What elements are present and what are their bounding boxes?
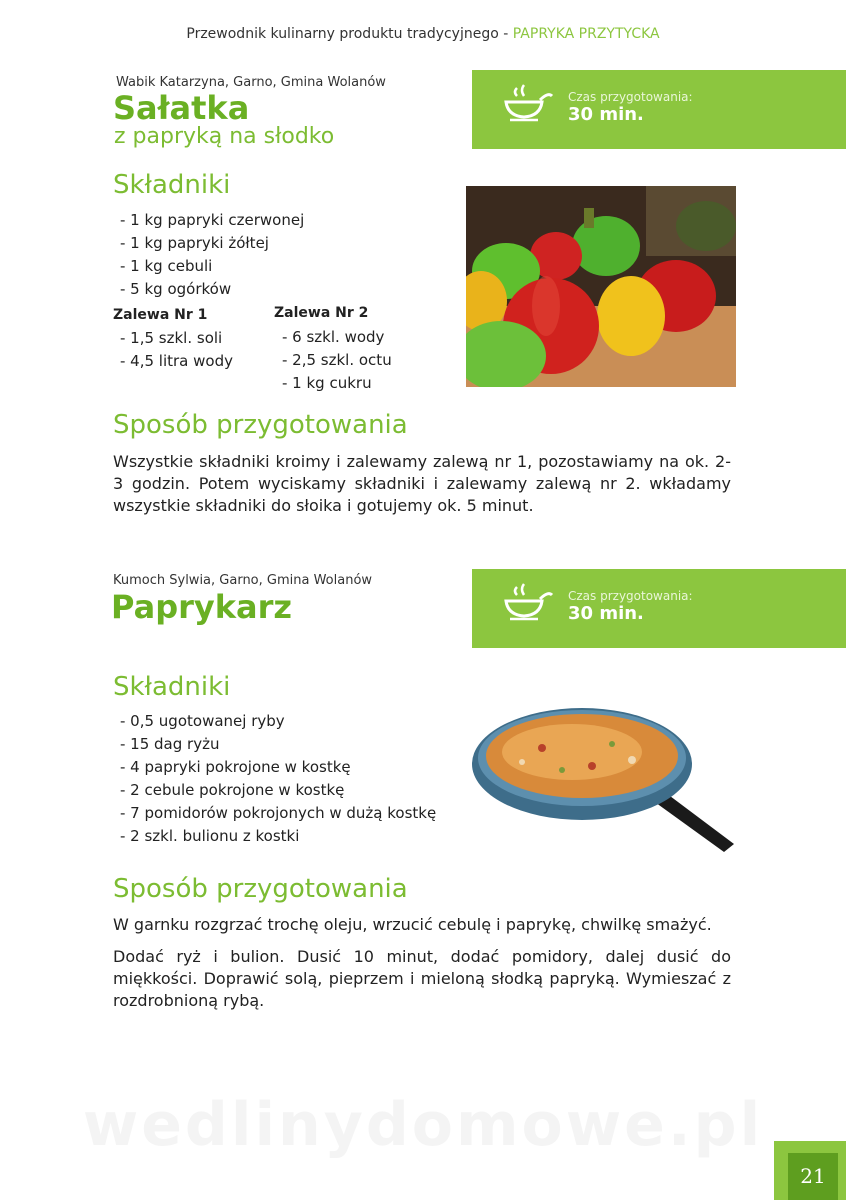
list-item: - 2 szkl. bulionu z kostki xyxy=(120,827,300,845)
time-label: Czas przygotowania: xyxy=(568,90,693,104)
recipe-2-ingredients-heading: Składniki xyxy=(113,672,231,702)
list-item: - 2,5 szkl. octu xyxy=(282,351,392,369)
list-item: - 1,5 szkl. soli xyxy=(120,329,223,347)
recipe-1-title: Sałatka xyxy=(113,89,250,127)
list-item: - 15 dag ryżu xyxy=(120,735,220,753)
time-value: 30 min. xyxy=(568,603,644,624)
recipe-1-ingredients-list xyxy=(120,209,304,301)
list-item: - 1 kg papryki żółtej xyxy=(120,234,269,252)
list-item: - 1 kg cukru xyxy=(282,374,372,392)
page-number-box xyxy=(774,1141,846,1200)
recipe-2-ingredients-list xyxy=(120,710,436,848)
peppers-photo xyxy=(466,186,736,387)
zalewa-1-heading: Zalewa Nr 1 xyxy=(113,307,208,323)
recipe-1-subtitle: z papryką na słodko xyxy=(114,124,335,149)
recipe-1-author: Wabik Katarzyna, Garno, Gmina Wolanów xyxy=(116,75,386,90)
list-item: - 6 szkl. wody xyxy=(282,328,385,346)
list-item: - 2 cebule pokrojone w kostkę xyxy=(120,781,345,799)
recipe-2-title: Paprykarz xyxy=(111,588,293,626)
list-item: - 4 papryki pokrojone w kostkę xyxy=(120,758,351,776)
recipe-2-time-box xyxy=(472,569,846,648)
page-number: 21 xyxy=(788,1153,838,1200)
time-value: 30 min. xyxy=(568,104,644,125)
list-item: - 5 kg ogórków xyxy=(120,280,232,298)
running-header xyxy=(0,26,846,42)
list-item: - 1 kg papryki czerwonej xyxy=(120,211,305,229)
header-text: Przewodnik kulinarny produktu tradycyjnego - xyxy=(186,26,513,42)
zalewa-2-list xyxy=(282,326,392,395)
recipe-1-ingredients-heading: Składniki xyxy=(113,170,231,200)
zalewa-2-heading: Zalewa Nr 2 xyxy=(274,305,369,321)
header-accent: PAPRYKA PRZYTYCKA xyxy=(512,26,660,42)
recipe-1-method xyxy=(113,451,731,527)
list-item: - 4,5 litra wody xyxy=(120,352,233,370)
recipe-1-method-heading: Sposób przygotowania xyxy=(113,410,408,440)
pan-photo xyxy=(462,682,760,854)
method-paragraph: W garnku rozgrzać trochę oleju, wrzucić cebulę i paprykę, chwilkę smażyć. xyxy=(113,915,712,934)
method-paragraph: Wszystkie składniki kroimy i zalewamy zalewą nr 1, pozostawiamy na ok. 2-3 godzin. Potem wyciskamy składniki i zalewamy zalewą nr 2. wkładamy wszystkie składniki do słoika i gotujemy ok. 5 minut. xyxy=(113,452,731,515)
recipe-2-method xyxy=(113,914,731,1022)
time-label: Czas przygotowania: xyxy=(568,589,693,603)
method-paragraph: Dodać ryż i bulion. Dusić 10 minut, dodać pomidory, dalej dusić do miękkości. Doprawić solą, pieprzem i mieloną słodką papryką. Wymieszać z rozdrobnioną rybą. xyxy=(113,947,731,1010)
list-item: - 7 pomidorów pokrojonych w dużą kostkę xyxy=(120,804,437,822)
cooking-bowl-icon xyxy=(502,82,554,126)
recipe-2-author: Kumoch Sylwia, Garno, Gmina Wolanów xyxy=(113,573,373,588)
recipe-2-method-heading: Sposób przygotowania xyxy=(113,874,408,904)
list-item: - 0,5 ugotowanej ryby xyxy=(120,712,285,730)
watermark: wedlinydomowe.pl xyxy=(82,1090,764,1160)
recipe-1-time-box xyxy=(472,70,846,149)
list-item: - 1 kg cebuli xyxy=(120,257,213,275)
zalewa-1-list xyxy=(120,327,233,373)
cooking-bowl-icon xyxy=(502,581,554,625)
